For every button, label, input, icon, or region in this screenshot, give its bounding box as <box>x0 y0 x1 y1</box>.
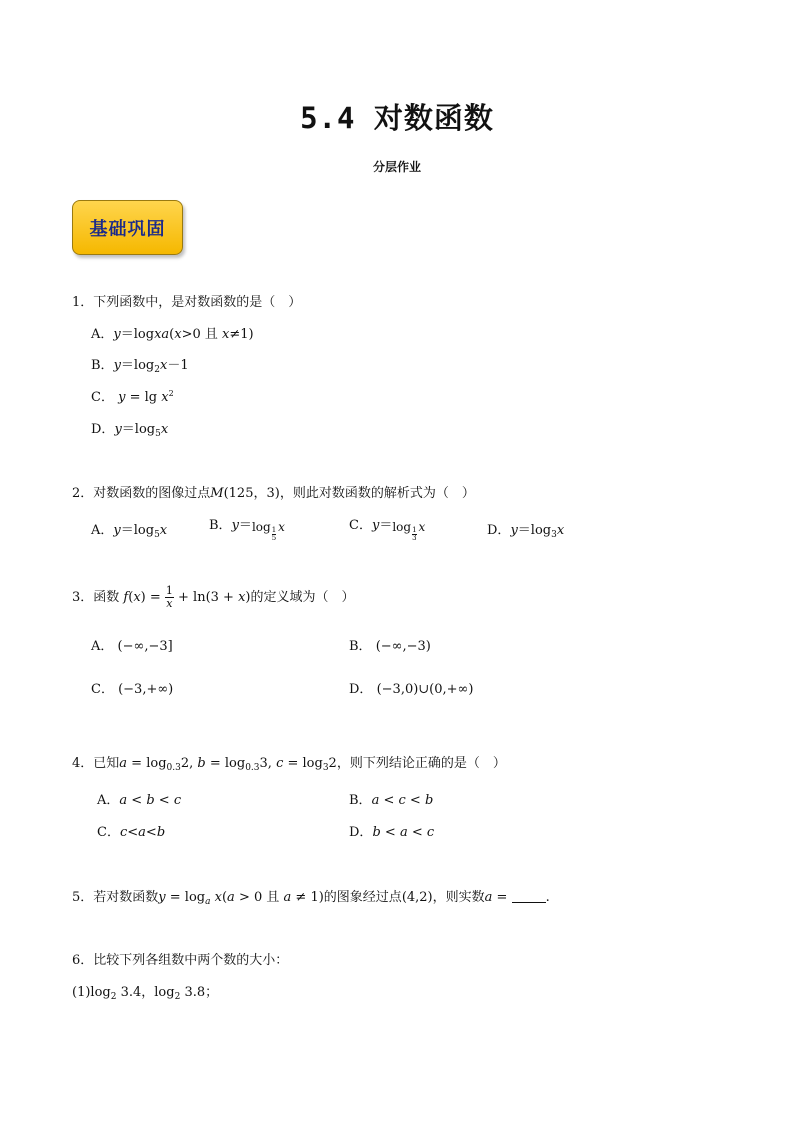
option-label: B． <box>91 358 114 373</box>
option-label: D． <box>487 523 511 538</box>
option-label: A． <box>97 793 120 808</box>
question-3-stem: 3．函数 f(x) = $\frac{1}{x}$ + ln(3 + x)的定义域为（ ） <box>72 584 355 610</box>
question-4-option-c[interactable]: C．c<a<b <box>97 825 166 840</box>
question-4-stem: 4．已知$a = \log_{0.3}2$, $b = \log_{0.3}3$, $c = \log_32$，则下列结论正确的是（ ） <box>72 756 506 773</box>
question-2-option-c[interactable]: C．y＝log $\frac{1}{3}$ x <box>349 518 426 542</box>
option-value: (−∞,−3) <box>375 639 431 654</box>
option-label: A． <box>91 523 114 538</box>
question-3-option-b[interactable] <box>349 635 431 654</box>
question-2-option-a[interactable]: A．$y=\log_5x$ <box>91 523 168 540</box>
option-value: (−3,0)∪(0,+∞) <box>376 682 474 697</box>
question-6-stem: 6．比较下列各组数中两个数的大小： <box>72 953 289 968</box>
question-5-stem: 5．若对数函数$y = \log_a x(a > 0$ 且 a ≠ 1)的图象经过点(4,2)，则实数a = . <box>72 890 550 907</box>
option-label: D． <box>91 422 115 437</box>
question-3-option-c[interactable] <box>91 678 173 697</box>
option-label: B． <box>209 518 232 533</box>
answer-blank[interactable] <box>512 890 546 903</box>
option-value: (−3,+∞) <box>118 682 174 697</box>
question-3-option-d[interactable] <box>349 678 473 697</box>
option-label: B． <box>349 793 372 808</box>
option-label: D． <box>349 825 373 840</box>
question-1-option-c[interactable]: C． $y = \lg x^2$ <box>91 389 174 405</box>
option-label: C． <box>349 518 372 533</box>
question-2-option-d[interactable]: D．$y=\log_3x$ <box>487 523 565 540</box>
option-label: B． <box>349 639 372 654</box>
option-label: C． <box>97 825 120 840</box>
option-value: (−∞,−3] <box>117 639 173 654</box>
question-1-option-b[interactable]: B．$y=\log_2x-1$ <box>91 358 189 375</box>
question-6-part-1: $(1)\log_2$ 3.4，$\log_2 3.8$； <box>72 985 219 1002</box>
option-label: A． <box>91 639 114 654</box>
question-4-option-a[interactable]: A．a < b < c <box>97 793 182 808</box>
page-subtitle: 分层作业 <box>372 160 421 174</box>
question-4-option-d[interactable]: D．b < a < c <box>349 825 435 840</box>
question-1-option-d[interactable]: D．$y=\log_5x$ <box>91 422 169 439</box>
option-label: C． <box>91 390 114 405</box>
question-1-stem: 1．下列函数中，是对数函数的是（ ） <box>72 295 302 310</box>
question-3-option-a[interactable] <box>91 635 173 654</box>
question-1-option-a[interactable]: A．y＝logxa(x>0 且 x≠1) <box>91 327 254 342</box>
option-label: A． <box>91 327 114 342</box>
question-4-option-b[interactable]: B．a < c < b <box>349 793 434 808</box>
question-2-stem: 2．对数函数的图像过点M(125，3)，则此对数函数的解析式为（ ） <box>72 486 475 501</box>
question-2-option-b[interactable]: B．y＝log $\frac{1}{5}$ x <box>209 518 285 542</box>
section-badge: 基础巩固 <box>72 200 183 255</box>
page-title: 5.4 对数函数 <box>300 101 494 135</box>
option-label: C． <box>91 682 114 697</box>
option-label: D． <box>349 682 373 697</box>
